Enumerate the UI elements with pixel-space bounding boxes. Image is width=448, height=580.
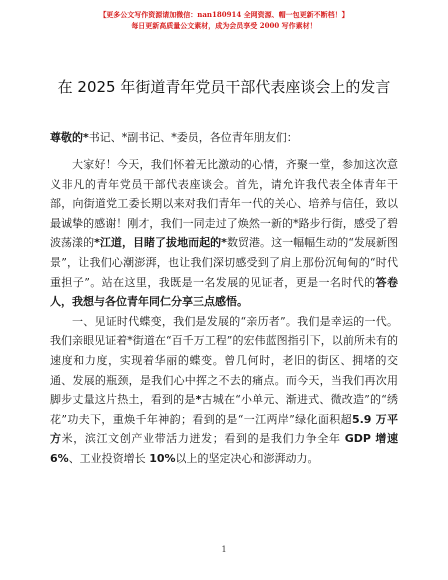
paragraph-1-bold-a: *江道，目睹了拔地而起的*: [94, 236, 227, 250]
paragraph-2: [50, 312, 398, 469]
paragraph-1-text-b: 数贸港。这一幅幅生动的“发展新图景”，让我们心潮澎湃，也让我们深切感受到了肩上那份沉甸甸的“时代重担子”。站在这里，我既是一名发展的见证者，更是一名时代的: [50, 236, 398, 289]
document-title: 在 2025 年街道青年党员干部代表座谈会上的发言: [57, 78, 391, 96]
page-number: 1: [221, 545, 227, 554]
salutation-bold: 尊敬的*: [50, 131, 89, 144]
salutation: [50, 130, 398, 146]
paragraph-2-bold-a: *: [195, 393, 202, 407]
paragraph-2-text-e: 以上的坚定决心和澎湃动力。: [175, 451, 319, 465]
paragraph-2-text-c: 米，滨江文创产业带活力迸发；看到的是我们力争全年: [61, 432, 345, 446]
paragraph-1-bold-b: 答卷人，我想与各位青年同仁分享三点感悟。: [50, 275, 399, 309]
paragraph-2-text-b: 古城在“小单元、渐进式、微改造”的“绣花”功夫下，重焕千年神韵；看到的是“一江两岸”绿化面积超: [50, 393, 399, 426]
paragraph-2-bold-c: GDP 增速 6%: [50, 432, 399, 465]
paragraph-2-text-a: 一、见证时代蝶变，我们是发展的“亲历者”。我们是幸运的一代。我们亲眼见证着*街道在“百千万工程”的宏伟蓝图指引下，以前所未有的速度和力度，实现着华丽的蝶变。曾几何时，老旧的街区、拥堵的交通、发展的瓶颈，是我们心中挥之不去的痛点。而今天，当我们再次用脚步丈量这片热土，看到的是: [50, 314, 398, 407]
salutation-rest: 书记、*副书记、*委员，各位青年朋友们：: [88, 131, 298, 144]
paragraph-1: [50, 155, 398, 312]
paragraph-2-bold-b: 5.9 万平方: [50, 412, 398, 446]
paragraph-2-text-d: 、工业投资增长: [68, 451, 150, 465]
paragraph-2-bold-d: 10%: [149, 451, 176, 465]
paragraph-1-text-a: 大家好！今天，我们怀着无比激动的心情，齐聚一堂，参加这次意义非凡的青年党员干部代表座谈会。首先，请允许我代表全体青年干部，向街道党工委长期以来对我们青年一代的关心、培养与信任，致以最诚挚的感谢！刚才，我们一同走过了焕然一新的*路步行街，感受了碧波荡漾的: [50, 158, 398, 250]
promo-banner: [0, 10, 448, 31]
promo-banner-line-1: 【更多公文写作资源请加微信：nan180914 全网资源、帽一包更新不断档！】: [99, 10, 349, 19]
document-body: [50, 155, 398, 469]
promo-banner-line-2: 每日更新高质量公文素材，成为会员享受 2000 写作素材！: [131, 21, 317, 30]
